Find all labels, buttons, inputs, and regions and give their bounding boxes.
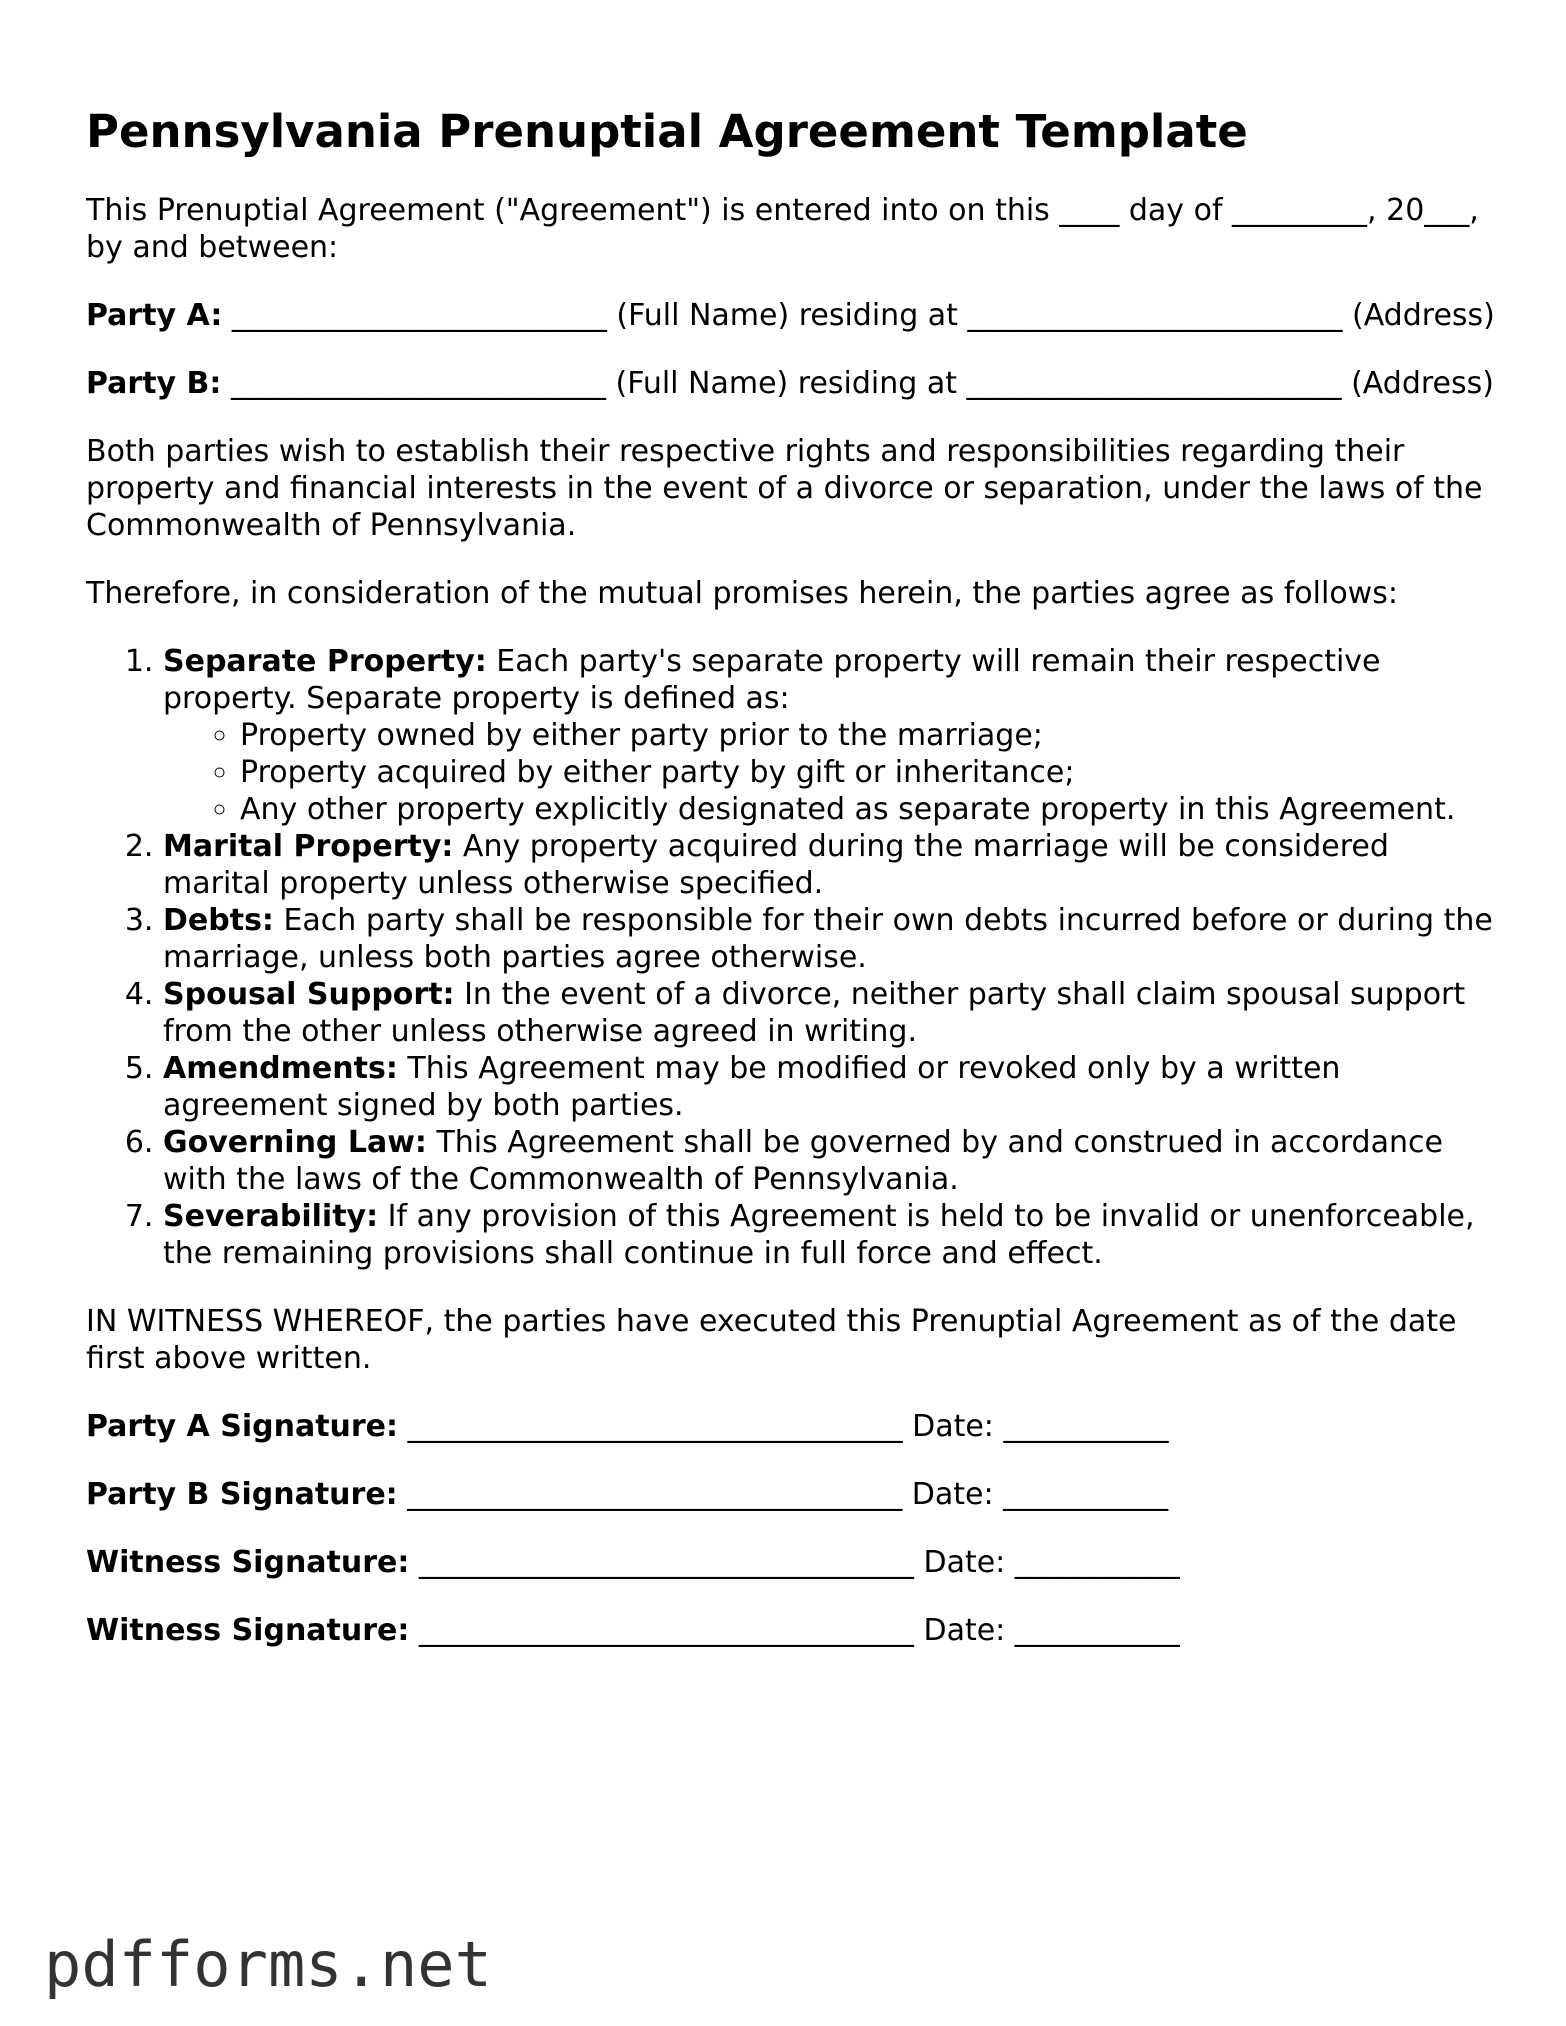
party-b-text: _________________________ (Full Name) residing at _________________________ (Address) — [221, 366, 1494, 401]
witness-clause: IN WITNESS WHEREOF, the parties have executed this Prenuptial Agreement as of the date first above written. — [86, 1304, 1457, 1376]
clause-text: This Agreement shall be governed by and construed in accordance with the laws of the Commonwealth of Pennsylvania. — [163, 1125, 1443, 1197]
witness-signature-line-2 — [86, 1612, 1496, 1649]
party-a-line — [86, 297, 1496, 334]
party-a-signature-line — [86, 1408, 1496, 1445]
clause-amendments — [163, 1050, 1496, 1124]
watermark-logo: pdfforms.net — [44, 1928, 492, 2001]
clause-spousal-support — [163, 976, 1496, 1050]
clause-heading: Governing Law: — [163, 1125, 427, 1160]
party-b-label: Party B: — [86, 366, 222, 401]
intro-paragraph: This Prenuptial Agreement ("Agreement") is entered into on this ____ day of _________, 20___, by and between: — [86, 193, 1479, 265]
clause-text: Each party shall be responsible for their own debts incurred before or during the marriage, unless both parties agree otherwise. — [163, 903, 1493, 975]
clause-heading: Spousal Support: — [163, 977, 455, 1012]
party-b-line — [86, 365, 1496, 402]
clause-severability — [163, 1198, 1496, 1272]
signature-blank: _________________________________ Date: ___________ — [409, 1545, 1180, 1580]
document-title: Pennsylvania Prenuptial Agreement Template — [86, 105, 1248, 158]
purpose-paragraph: Both parties wish to establish their respective rights and responsibilities regarding their property and financial interests in the event of a divorce or separation, under the laws of the Commonwealth of Pennsylvania. — [86, 434, 1483, 543]
party-a-label: Party A: — [86, 298, 223, 333]
clauses-list — [86, 643, 1496, 1272]
clause-text: In the event of a divorce, neither party shall claim spousal support from the other unless otherwise agreed in writing. — [163, 977, 1466, 1049]
clause-heading: Marital Property: — [163, 829, 454, 864]
document-page — [86, 104, 1496, 1680]
definition-item: ◦ Property acquired by either party by gift or inheritance; — [240, 754, 1496, 791]
signature-blank: _________________________________ Date: ___________ — [397, 1477, 1169, 1512]
definition-item: ◦ Property owned by either party prior to the marriage; — [240, 717, 1496, 754]
signature-label: Party A Signature: — [86, 1409, 399, 1444]
clause-text: Each party's separate property will remain their respective property. Separate property is defined as: — [163, 644, 1381, 716]
signature-label: Witness Signature: — [86, 1545, 410, 1580]
witness-signature-line-1 — [86, 1544, 1496, 1581]
clause-heading: Severability: — [163, 1199, 379, 1234]
clause-text: Any property acquired during the marriage will be considered marital property unless otherwise specified. — [163, 829, 1389, 901]
separate-property-definitions — [163, 717, 1496, 828]
clause-marital-property — [163, 828, 1496, 902]
party-b-signature-line — [86, 1476, 1496, 1513]
clause-heading: Debts: — [163, 903, 274, 938]
signature-blank: _________________________________ Date: ___________ — [398, 1409, 1169, 1444]
clause-text: If any provision of this Agreement is held to be invalid or unenforceable, the remaining provisions shall continue in full force and effect. — [163, 1199, 1475, 1271]
party-a-text: _________________________ (Full Name) residing at _________________________ (Address) — [222, 298, 1495, 333]
clause-debts — [163, 902, 1496, 976]
clause-text: This Agreement may be modified or revoked only by a written agreement signed by both parties. — [163, 1051, 1341, 1123]
signature-blank: _________________________________ Date: ___________ — [409, 1613, 1180, 1648]
clause-heading: Separate Property: — [163, 644, 487, 679]
clause-heading: Amendments: — [163, 1051, 398, 1086]
clause-separate-property — [163, 643, 1496, 828]
consideration-paragraph: Therefore, in consideration of the mutual promises herein, the parties agree as follows: — [86, 576, 1398, 611]
signature-label: Party B Signature: — [86, 1477, 398, 1512]
definition-item: ◦ Any other property explicitly designated as separate property in this Agreement. — [240, 791, 1496, 828]
clause-governing-law — [163, 1124, 1496, 1198]
signature-label: Witness Signature: — [86, 1613, 410, 1648]
